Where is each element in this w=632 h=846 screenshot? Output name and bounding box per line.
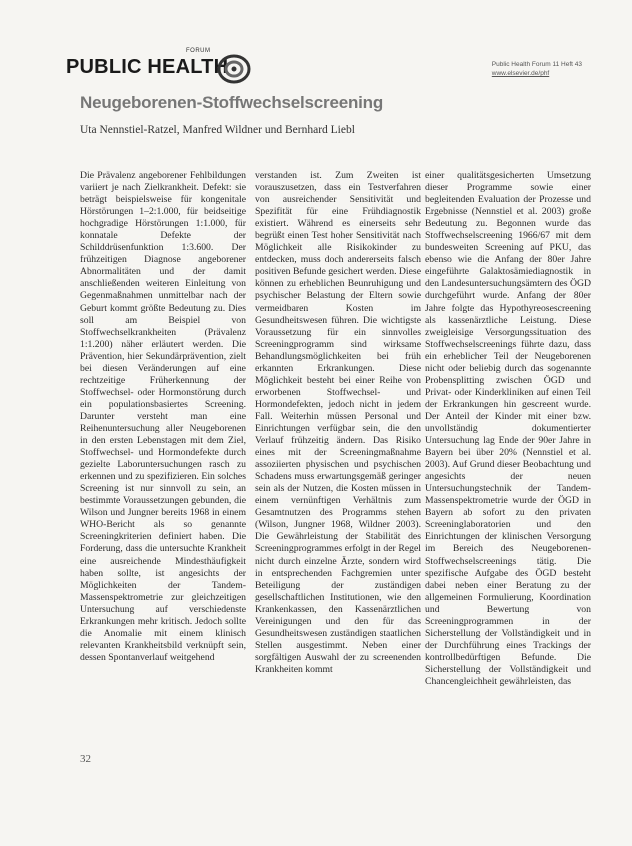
article-title: Neugeborenen-Stoffwechselscreening [80, 93, 384, 112]
text-column-3 [425, 170, 591, 688]
column-2-text: verstanden ist. Zum Zweiten ist vorauszusetzen, dass ein Testverfahren von ausreichender Sensitivität und Spezifität für eine Frühdiagnostik existiert. Während es einerseits sehr begrüßt einen Test hoher Sensitivität nach Möglichkeit alle Risikokinder zu entdecken, muss doch andererseits falsch positiven Befunde gesichert werden. Diese können zu erheblichen Beunruhigung und psychischer Belastung der Eltern sowie vermeidbaren Kosten im Gesundheitswesen führen. Die wichtigste Voraussetzung für ein sinnvolles Screeningprogramm sind wirksame Behandlungsmöglichkeiten bei früh erkannten Erkrankungen. Diese Möglichkeit besteht bei einer Reihe von erworbenen Stoffwechsel- und Hormondefekten, jedoch nicht in jedem Fall. Weiterhin müssen Personal und Einrichtungen verfügbar sein, die den Verlauf frühzeitig ändern. Das Risiko eines mit der Screeningmaßnahme assoziierten physischen und psychischen Schadens muss erwartungsgemäß geringer sein als der Nutzen, die Kosten müssen in einem vernünftigen Verhältnis zum Gesamtnutzen des Programms stehen (Wilson, Jungner 1968, Wildner 2003). Die Gewährleistung der Stabilität des Screeningprogrammes erfolgt in der Regel nicht durch einzelne Ärzte, sondern wird in entsprechenden Fachgremien unter Beteiligung der zuständigen gesellschaftlichen Institutionen, wie den Krankenkassen, den Kassenärztlichen Vereinigungen und den für das Gesundheitswesen zuständigen staatlichen Stellen ausgestimmt. Neben einer sorgfältigen Auswahl der zu screenenden Krankheiten kommt [255, 170, 421, 675]
public-health-logo [66, 48, 256, 88]
logo-swirl-icon [216, 52, 252, 86]
page-number: 32 [80, 753, 91, 765]
text-column-1 [80, 170, 246, 664]
text-column-2 [255, 170, 421, 676]
column-1-text: Die Prävalenz angeborener Fehlbildungen variiert je nach Zielkrankheit. Defekt: sie beträgt beispielsweise für kongenitale Hörstörungen 1–2:1.000, für beidseitige hochgradige Hörstörungen 1:1.000, für konnatale Defekte der Schilddrüsenfunktion 1:3.600. Der frühzeitigen Diagnose angeborener Abnormalitäten und der damit anschließenden weiteren Einleitung von Gegenmaßnahmen unmittelbar nach der Geburt kommt größte Bedeutung zu. Dies soll am Beispiel von Stoffwechselkrankheiten (Prävalenz 1:1.200) näher erläutert werden. Die Prävention, hier Sekundärprävention, zielt bei diesen Veränderungen auf eine rechtzeitige Früherkennung der Stoffwechsel- oder Hormonstörung durch ein populationsbasiertes Screening. Darunter versteht man eine Reihenuntersuchung aller Neugeborenen in den ersten Lebenstagen mit dem Ziel, Stoffwechsel- und Hormondefekte durch gezielte Laboruntersuchungen rasch zu erkennen und zu spezifizieren. Ein solches Screening ist nur sinnvoll zu sein, an bestimmte Voraussetzungen gebunden, die Wilson und Jungner bereits 1968 in einem WHO-Bericht als so genannte Screeningkriterien definiert haben. Die Forderung, dass die untersuchte Krankheit eine ausreichende Mindesthäufigkeit haben sollte, ist angesichts der Möglichkeiten der Tandem-Massenspektrometrie zur gleichzeitigen Untersuchung auf verschiedenste Erkrankungen mehr kritisch. Jedoch sollte die Anomalie mit einem klinisch relevanten Krankheitsbild verknüpft sein, dessen Spontanverlauf weitgehend [80, 170, 246, 663]
logo-forum-text: FORUM [186, 48, 211, 54]
journal-reference [492, 60, 582, 78]
column-3-text: einer qualitätsgesicherten Umsetzung dieser Programme sowie einer begleitenden Evaluation der Prozesse und Ergebnisse (Nennstiel et al. 2003) große Bedeutung zu. Begonnen wurde das Stoffwechselscreening 1966/67 mit dem bundesweiten Screening auf PKU, das ebenso wie die Anfang der 80er Jahre eingeführte Galaktosämiediagnostik in den Landesuntersuchungsämtern des ÖGD durchgeführt wurde. Anfang der 80er Jahre folgte das Hypothyreosescreening als kassenärztliche Leistung. Diese zweigleisige Versorgungssituation des Stoffwechselscreenings führte dazu, dass ein erheblicher Teil der Neugeborenen nicht oder beliebig durch das sogenannte Probensplitting zwischen ÖGD und Privat- oder Kinderkliniken auf einen Teil der Erkrankungen hin gescreent wurde. Der Anteil der Kinder mit einer bzw. unvollständig dokumentierter Untersuchung lag Ende der 90er Jahre in Bayern bei über 20% (Nennstiel et al. 2003). Auf Grund dieser Beobachtung und angesichts der neuen Untersuchungstechnik der Tandem-Massenspektrometrie wurde der ÖGD in Bayern ab sofort zu den privaten Screeninglaboratorien und den Einrichtungen der klinischen Versorgung im Bereich des Neugeborenen-Stoffwechselscreenings tätig. Die spezifische Aufgabe des ÖGD besteht dabei neben einer Beratung zu der allgemeinen Formulierung, Koordination und Bewertung von Screeningprogrammen in der Sicherstellung der Vollständigkeit und in der Durchführung eines Trackings der kontrollbedürftigen Befunde. Die Sicherstellung der Vollständigkeit und Chancengleichheit gewährleisten, das [425, 170, 591, 687]
journal-citation: Public Health Forum 11 Heft 43 [491, 61, 582, 68]
logo-wordmark: PUBLIC HEALTH [66, 56, 229, 78]
article-authors: Uta Nennstiel-Ratzel, Manfred Wildner und Bernhard Liebl [80, 124, 355, 136]
journal-url: www.elsevier.de/phf [491, 70, 550, 77]
